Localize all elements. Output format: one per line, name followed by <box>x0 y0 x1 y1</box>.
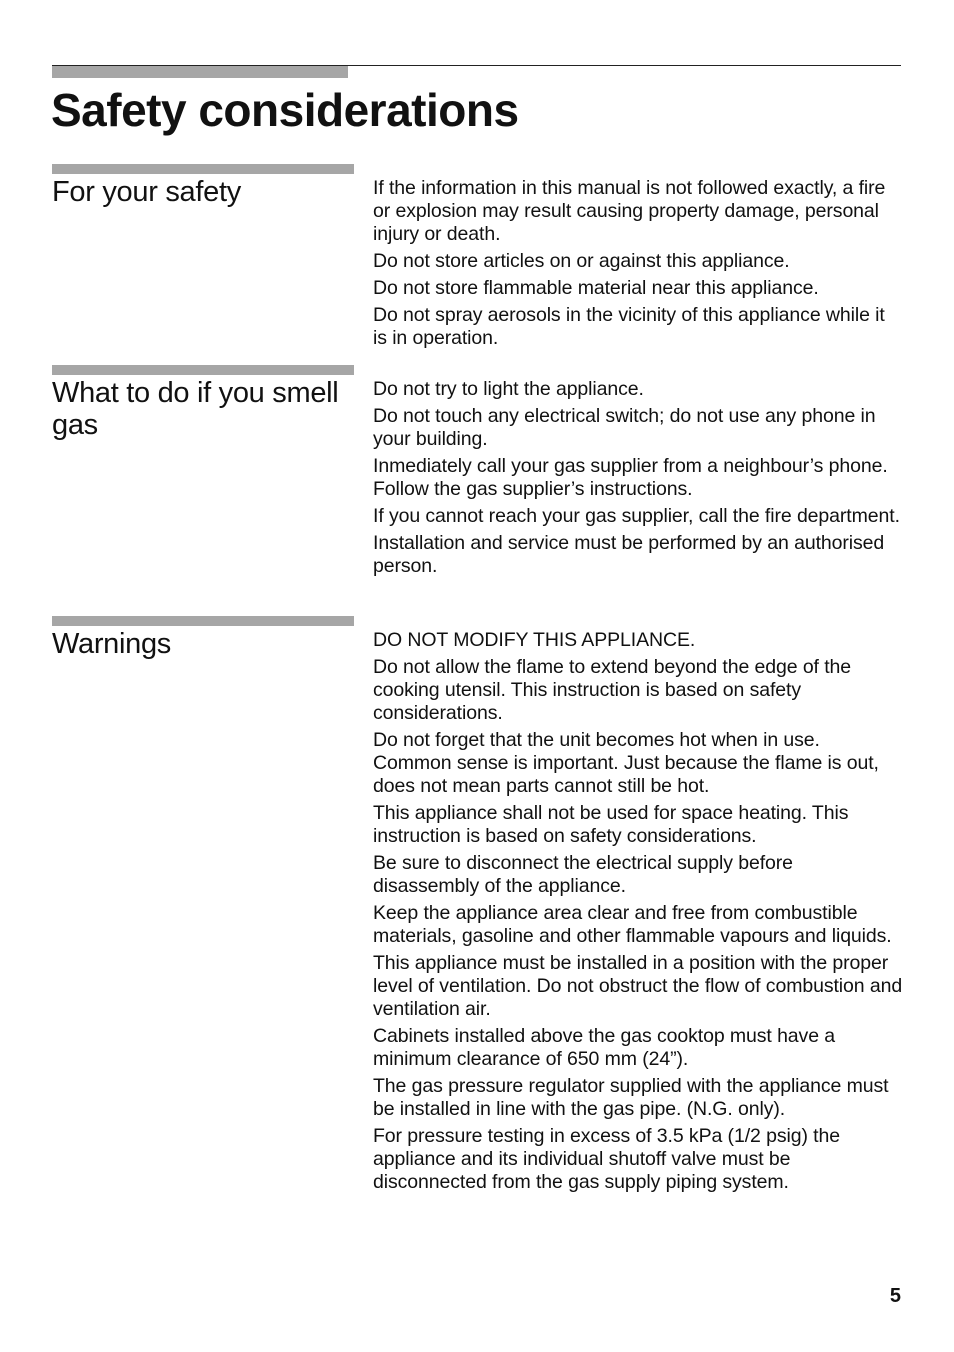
paragraph: Keep the appliance area clear and free from combustible materials, gasoline and other flammable vapours and liquids. <box>373 902 892 947</box>
paragraph: This appliance shall not be used for space heating. This instruction is based on safety considerations. <box>373 802 849 847</box>
paragraph: For pressure testing in excess of 3.5 kPa (1/2 psig) the appliance and its individual shutoff valve must be disconnected from the gas supply piping system. <box>373 1125 840 1193</box>
page-title: Safety considerations <box>51 84 519 136</box>
paragraph: Do not store flammable material near this appliance. <box>373 277 819 299</box>
section-body <box>373 629 903 1198</box>
paragraph: This appliance must be installed in a position with the proper level of ventilation. Do not obstruct the flow of combustion and ventilation air. <box>373 952 903 1020</box>
section-bar <box>52 616 354 626</box>
paragraph: Do not forget that the unit becomes hot when in use. Common sense is important. Just because the flame is out, does not mean parts cannot still be hot. <box>373 729 879 797</box>
section-heading: What to do if you smell gas <box>52 377 339 441</box>
section-heading: Warnings <box>52 628 172 660</box>
paragraph: Installation and service must be performed by an authorised person. <box>373 532 885 577</box>
section-body <box>373 177 903 354</box>
paragraph: DO NOT MODIFY THIS APPLIANCE. <box>373 629 696 651</box>
paragraph: If the information in this manual is not followed exactly, a fire or explosion may result causing property damage, personal injury or death. <box>373 177 886 245</box>
section-bar <box>52 365 354 375</box>
paragraph: If you cannot reach your gas supplier, call the fire department. <box>373 505 900 527</box>
paragraph: Do not try to light the appliance. <box>373 378 644 400</box>
paragraph: Inmediately call your gas supplier from a neighbour’s phone. Follow the gas supplier’s instructions. <box>373 455 888 500</box>
paragraph: Cabinets installed above the gas cooktop must have a minimum clearance of 650 mm (24”). <box>373 1025 836 1070</box>
section-bar <box>52 164 354 174</box>
paragraph: Do not spray aerosols in the vicinity of this appliance while it is in operation. <box>373 304 885 349</box>
top-rule-bar <box>52 66 348 78</box>
paragraph: Do not allow the flame to extend beyond the edge of the cooking utensil. This instruction is based on safety considerations. <box>373 656 852 724</box>
section-body <box>373 378 903 582</box>
paragraph: The gas pressure regulator supplied with the appliance must be installed in line with the gas pipe. (N.G. only). <box>373 1075 889 1120</box>
paragraph: Do not store articles on or against this appliance. <box>373 250 790 272</box>
section-heading: For your safety <box>52 176 241 208</box>
paragraph: Be sure to disconnect the electrical supply before disassembly of the appliance. <box>373 852 793 897</box>
page-number: 5 <box>889 1285 901 1307</box>
paragraph: Do not touch any electrical switch; do not use any phone in your building. <box>373 405 876 450</box>
